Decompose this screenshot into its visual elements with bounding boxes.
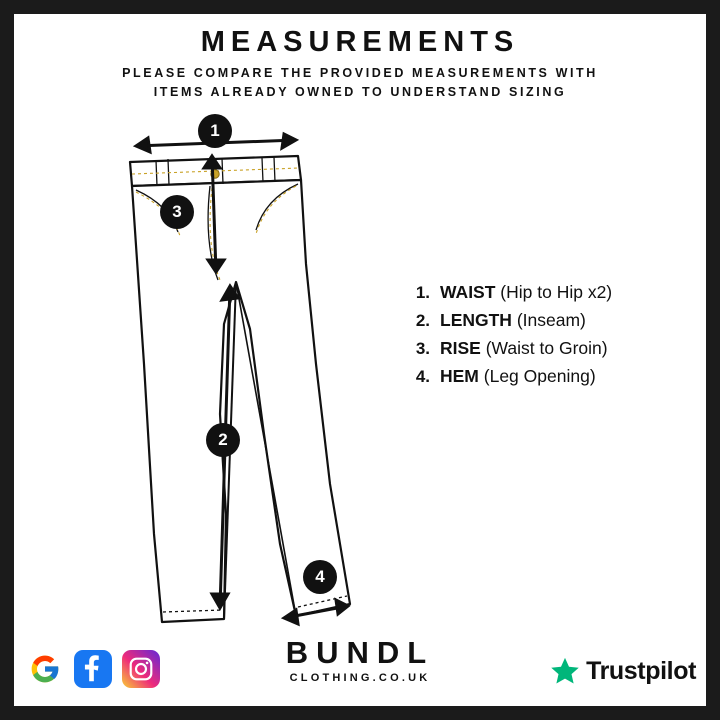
badge-rise: 3 xyxy=(160,195,194,229)
badge-hem: 4 xyxy=(303,560,337,594)
brand-website: CLOTHING.CO.UK xyxy=(289,672,431,684)
header xyxy=(14,24,706,102)
legend-detail: (Inseam) xyxy=(516,310,586,330)
legend-term: WAIST xyxy=(440,282,496,302)
list-item xyxy=(404,338,694,359)
list-item xyxy=(404,310,694,331)
trustpilot-badge[interactable] xyxy=(550,656,696,686)
legend-number: 4. xyxy=(415,367,430,386)
legend-label xyxy=(430,338,608,359)
legend-detail: (Leg Opening) xyxy=(483,366,596,386)
list-item xyxy=(404,366,694,387)
legend-detail: (Hip to Hip x2) xyxy=(500,282,613,302)
list-item xyxy=(404,282,694,303)
page-title: MEASUREMENTS xyxy=(200,26,520,58)
jeans-illustration xyxy=(84,114,414,634)
legend-label xyxy=(430,310,586,331)
trustpilot-star-icon xyxy=(550,656,580,686)
subtitle-line-1: PLEASE COMPARE THE PROVIDED MEASUREMENTS WITH xyxy=(122,66,598,80)
legend-number: 3. xyxy=(415,339,430,358)
jeans-diagram xyxy=(84,114,414,634)
badge-waist: 1 xyxy=(198,114,232,148)
legend-number: 1. xyxy=(415,283,430,302)
legend-term: RISE xyxy=(440,338,481,358)
legend-term: LENGTH xyxy=(440,310,512,330)
legend-label xyxy=(430,282,612,303)
badge-length: 2 xyxy=(206,423,240,457)
footer xyxy=(14,620,706,706)
legend-number: 2. xyxy=(415,311,430,330)
legend-label xyxy=(430,366,596,387)
trustpilot-label: Trustpilot xyxy=(586,656,696,685)
legend-detail: (Waist to Groin) xyxy=(485,338,608,358)
subtitle xyxy=(14,64,706,102)
brand-name: BUNDL xyxy=(285,635,435,670)
measurement-legend xyxy=(404,282,694,394)
legend-term: HEM xyxy=(440,366,479,386)
subtitle-line-2: ITEMS ALREADY OWNED TO UNDERSTAND SIZING xyxy=(153,85,567,99)
